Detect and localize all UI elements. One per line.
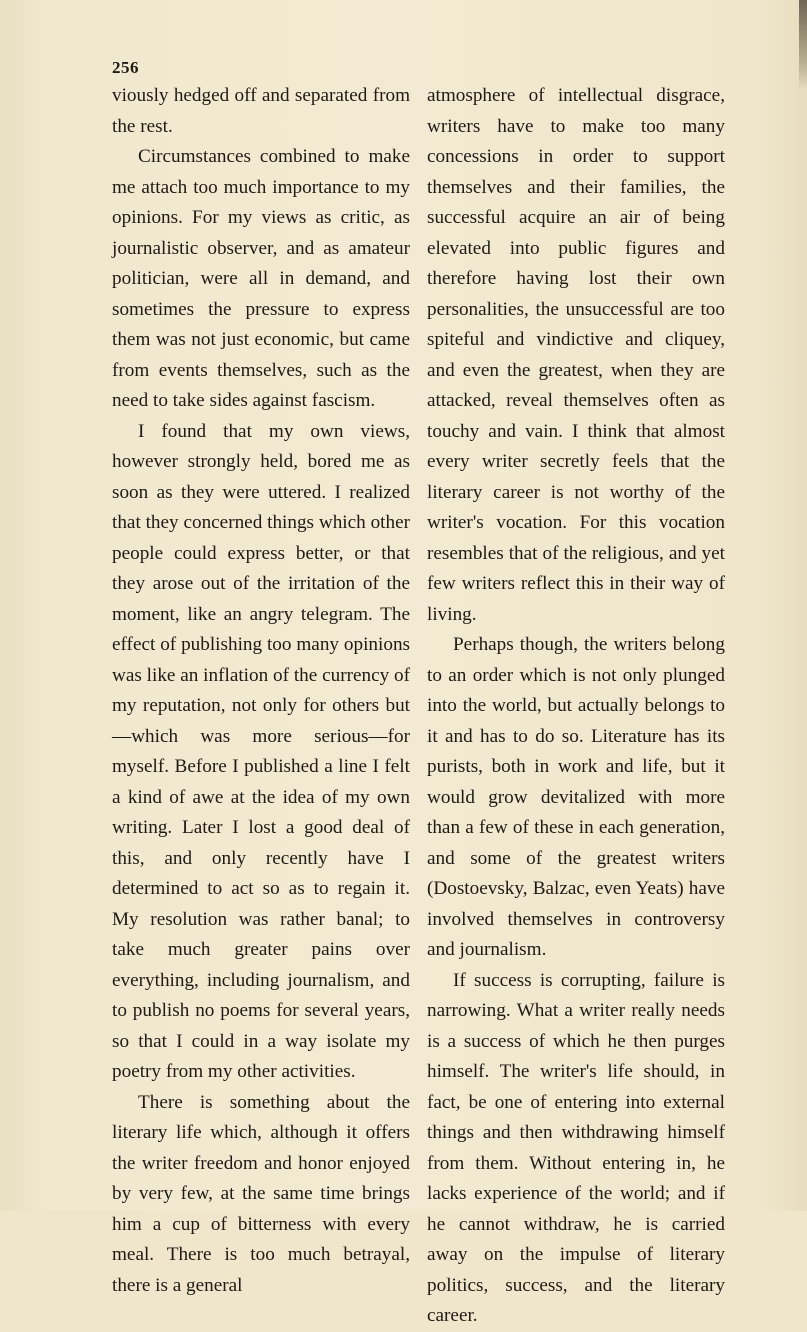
left-column xyxy=(112,81,410,1301)
page-number: 256 xyxy=(112,58,139,77)
paragraph: atmosphere of intellectual disgrace, writers have to make too many concessions in order to support themselves and their families, the successful acquire an air of being elevated into public figures and therefore having lost their own personalities, the unsuccessful are too spiteful and vindictive and cliquey, and even the greatest, when they are attacked, reveal themselves often as touchy and vain. I think that almost every writer secretly feels that the literary career is not worthy of the writer's vocation. For this vocation resembles that of the religious, and yet few writers reflect this in their way of living. xyxy=(427,85,725,625)
right-column xyxy=(427,81,725,1332)
paragraph: Perhaps though, the writers belong to an order which is not only plunged into the world, but actually belongs to it and has to do so. Literature has its purists, both in work and life, but it would grow devitalized with more than a few of these in each generation, and some of the greatest writers (Dostoevsky, Balzac, even Yeats) have involved themselves in controversy and journalism. xyxy=(427,634,725,960)
page-edge-shadow xyxy=(799,0,807,90)
paragraph: viously hedged off and separated from the rest. xyxy=(112,85,410,137)
paragraph: There is something about the literary life which, although it offers the writer freedom and honor enjoyed by very few, at the same time brings him a cup of bitterness with every meal. There is too much betrayal, there is a general xyxy=(112,1091,410,1296)
paragraph: If success is corrupting, failure is narrowing. What a writer really needs is a success of which he then purges himself. The writer's life should, in fact, be one of entering into external things and then withdrawing himself from them. Without entering in, he lacks experience of the world; and if he cannot withdraw, he is carried away on the impulse of literary politics, success, and the literary career. xyxy=(427,969,725,1326)
paragraph: I found that my own views, however strongly held, bored me as soon as they were uttered. I realized that they concerned things which other people could express better, or that they arose out of the irritation of the moment, like an angry telegram. The effect of publishing too many opinions was like an inflation of the currency of my reputation, not only for others but —which was more serious—for myself. Before I published a line I felt a kind of awe at the idea of my own writing. Later I lost a good deal of this, and only recently have I determined to act so as to regain it. My resolution was rather banal; to take much greater pains over everything, including journalism, and to publish no poems for several years, so that I could in a way isolate my poetry from my other activities. xyxy=(112,420,410,1082)
paragraph: Circumstances combined to make me attach too much importance to my opinions. For my views as critic, as journalistic observer, and as amateur politician, were all in demand, and sometimes the pressure to express them was not just economic, but came from events themselves, such as the need to take sides against fascism. xyxy=(112,146,410,411)
